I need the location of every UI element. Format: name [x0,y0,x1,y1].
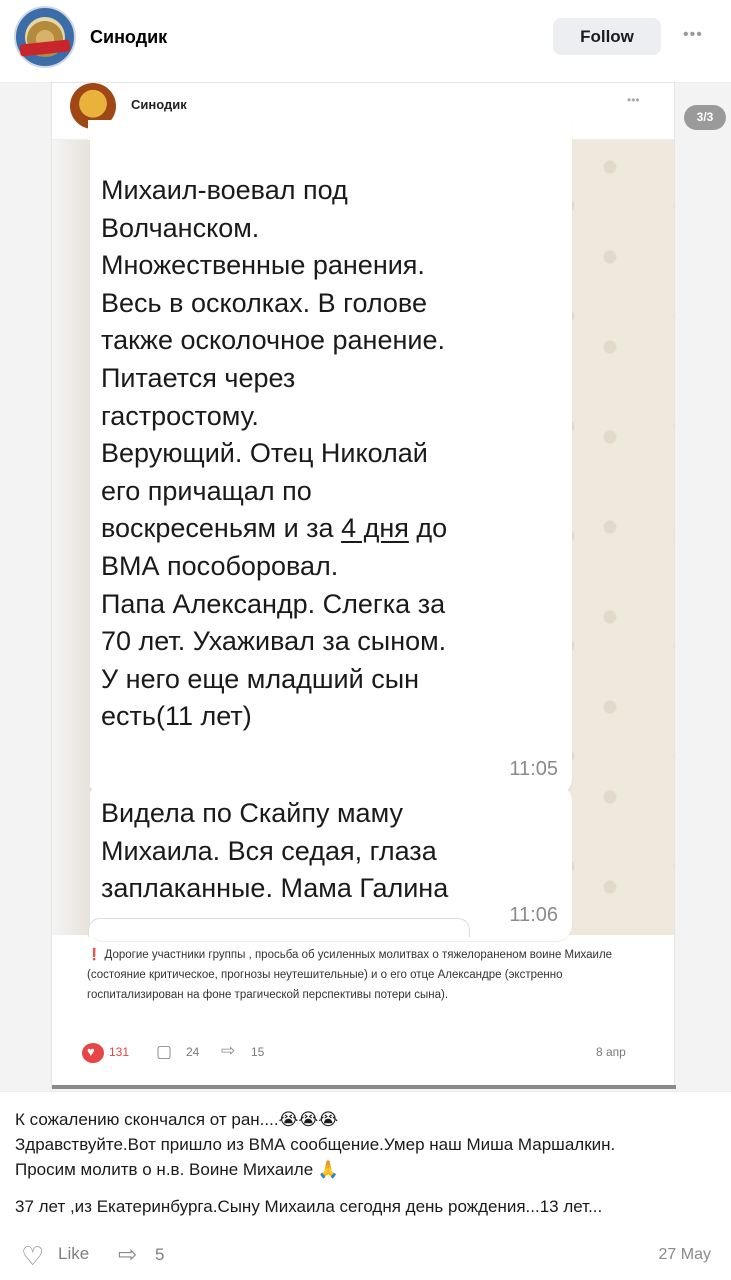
share-count[interactable]: 5 [155,1245,165,1264]
channel-name[interactable]: Синодик [90,27,168,47]
post-line-3: Просим молитв о н.в. Воине Михаиле 🙏 [15,1160,340,1179]
bubble-2-time: 11:06 [509,904,558,926]
inner-more-dots-icon: ••• [627,93,640,107]
chat-input-edge [88,918,470,937]
post-line-2: Здравствуйте.Вот пришло из ВМА сообщение.Умер наш Миша Маршалкин. [15,1135,616,1154]
post-line-1: К сожалению скончался от ран....😭😭😭 [15,1110,339,1129]
post-date: 27 May [658,1246,711,1263]
comment-icon: ▢ [156,1042,173,1061]
share-arrow-icon[interactable]: ⇨ [118,1241,138,1267]
inner-comments-count: 24 [186,1045,200,1059]
chat-bubble-1 [88,120,572,795]
inner-post-date: 8 апр [596,1045,626,1059]
post-text [15,1107,715,1219]
underlined-phrase: 4 дня [341,513,409,544]
chat-background [52,140,674,935]
post-footer [0,1236,731,1280]
inner-likes-count: 131 [109,1045,130,1059]
page-indicator: 3/3 [684,105,726,130]
like-button[interactable]: Like [58,1244,90,1263]
share-icon: ⇨ [221,1041,236,1060]
screenshot-bottom-border [52,1085,676,1089]
heart-icon [82,1043,104,1063]
like-heart-icon[interactable]: ♡ [21,1241,45,1271]
more-dots-icon[interactable]: ••• [683,26,703,43]
blurred-edge [52,140,90,935]
bubble-1-text: Михаил-воевал под Волчанском. Множественные ранения. Весь в осколках. В голове также осколочное ранение. Питается через гастростому. Верующий. Отец Николай его причащал по воскресеньям и за 4 дня до ВМА пособоровал. Папа Александр. Слегка за 70 лет. Ухаживал за сыном. У него еще младший сын есть(11 лет) [101,175,448,732]
post-image[interactable] [0,82,731,1092]
bubble-2-text: Видела по Скайпу маму Михаила. Вся седая, глаза заплаканные. Мама Галина [101,798,449,904]
exclamation-icon: ❗ [87,949,102,961]
post-header [0,0,731,80]
inner-channel-name: Синодик [131,97,187,112]
post-line-4: 37 лет ,из Екатеринбурга.Сыну Михаила сегодня день рождения...13 лет... [15,1197,603,1216]
channel-avatar[interactable] [14,6,76,68]
inner-shares-count: 15 [251,1045,265,1059]
inner-post-stats [82,1041,642,1063]
bubble-1-time: 11:05 [509,758,558,780]
follow-button[interactable]: Follow [553,18,661,55]
inner-post-caption: ❗ Дорогие участники группы , просьба об усиленных молитвах о тяжелораненом воине Михаиле (состояние критическое, прогнозы неутешительные) и о его отце Александре (экстренно госпитализирован на фоне трагической перспективы потери сына). [87,949,613,1001]
screenshot-frame [52,83,674,1087]
